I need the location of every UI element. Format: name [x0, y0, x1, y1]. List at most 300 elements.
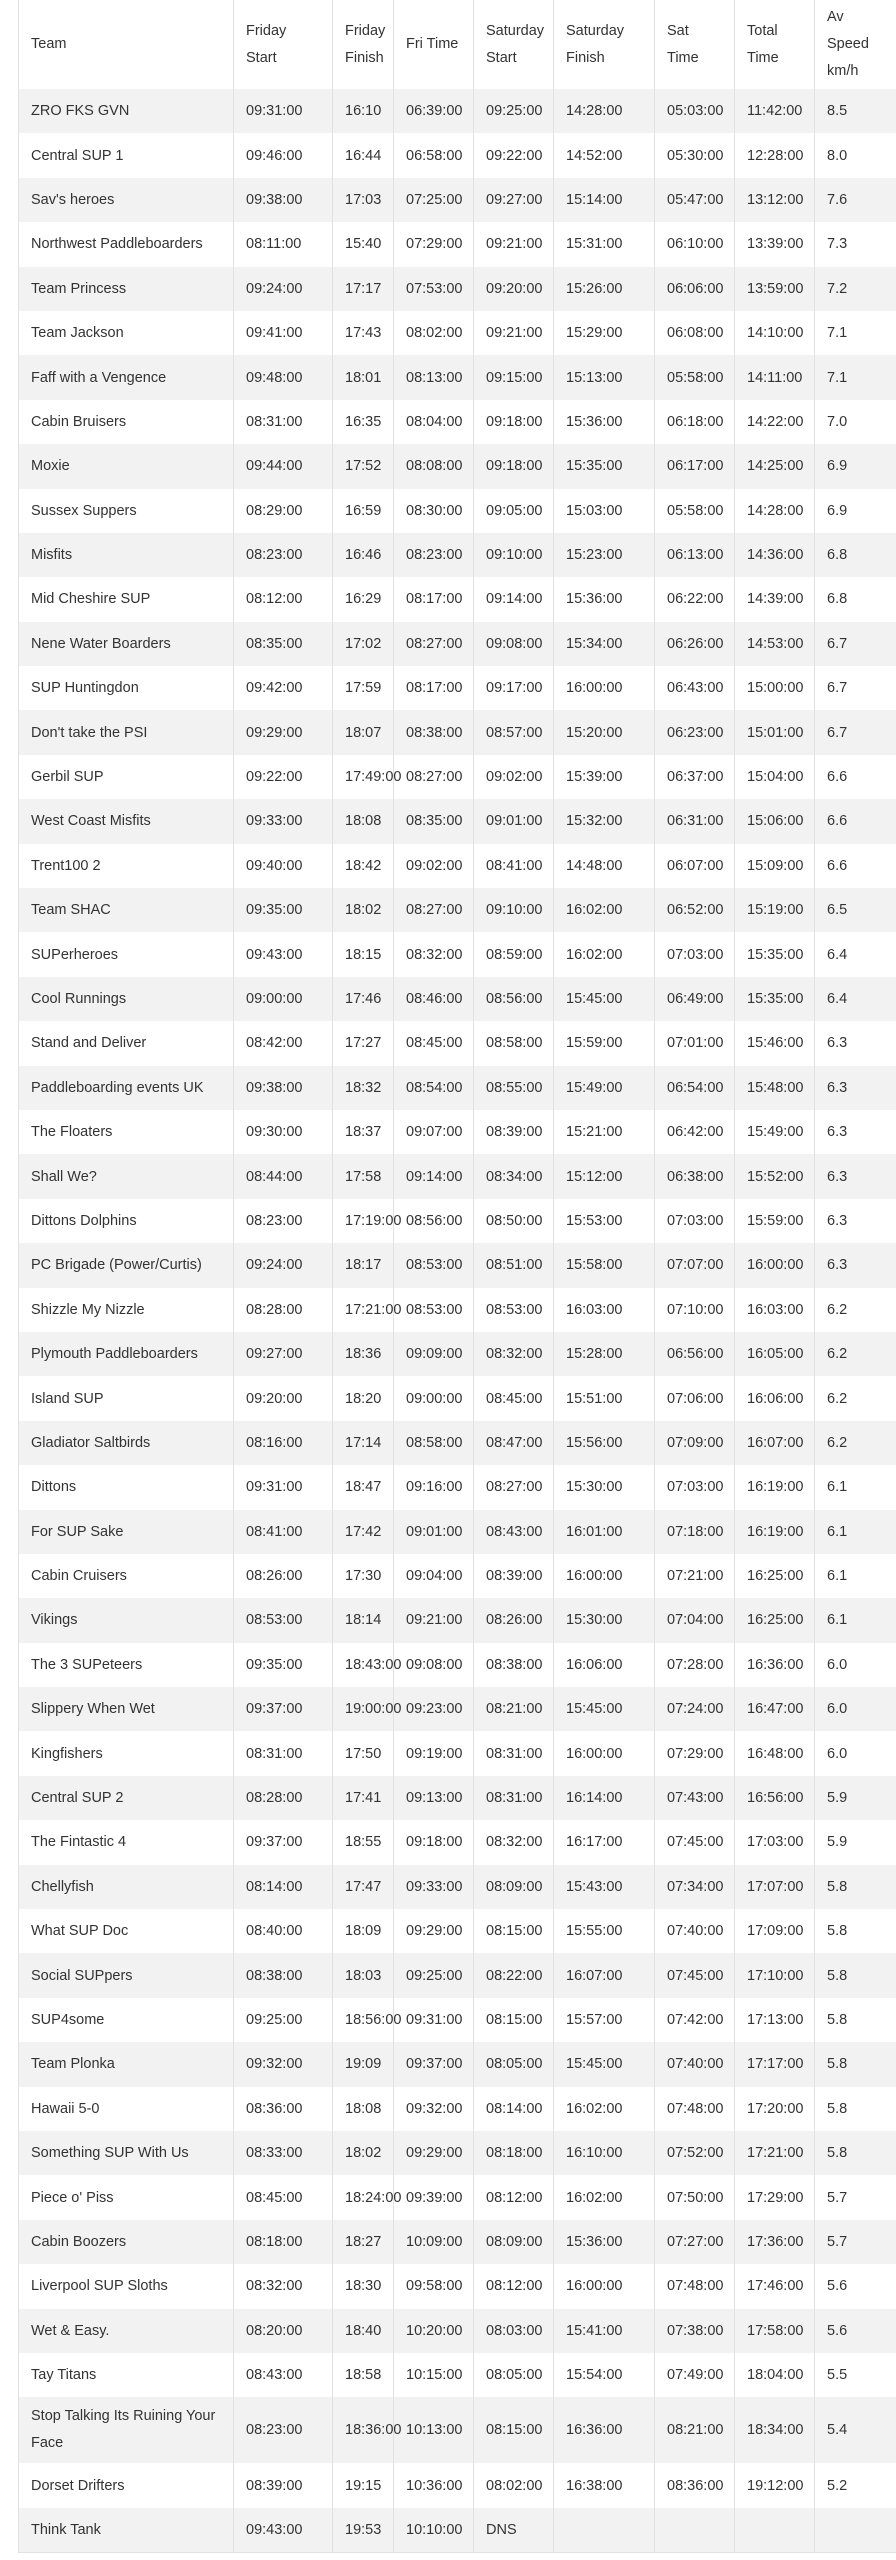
cell-saturday-finish: 16:01:00	[554, 1510, 655, 1554]
cell-friday-finish: 17:52	[333, 444, 394, 488]
cell-sat-time: 06:37:00	[655, 755, 735, 799]
cell-av-speed: 6.7	[815, 622, 896, 666]
cell-fri-time: 10:15:00	[394, 2353, 474, 2397]
cell-team: Gerbil SUP	[19, 755, 234, 799]
cell-total-time: 15:48:00	[735, 1066, 815, 1110]
cell-total-time: 15:01:00	[735, 710, 815, 754]
cell-saturday-start: 08:57:00	[474, 710, 554, 754]
cell-friday-finish: 17:49:00	[333, 755, 394, 799]
cell-total-time: 16:03:00	[735, 1288, 815, 1332]
cell-total-time: 14:36:00	[735, 533, 815, 577]
cell-team: The Fintastic 4	[19, 1820, 234, 1864]
cell-friday-finish: 17:30	[333, 1554, 394, 1598]
cell-fri-time: 08:04:00	[394, 400, 474, 444]
cell-friday-finish: 18:36	[333, 1332, 394, 1376]
cell-friday-finish: 19:00:00	[333, 1687, 394, 1731]
cell-fri-time: 08:17:00	[394, 666, 474, 710]
cell-friday-start: 08:23:00	[234, 533, 333, 577]
cell-team: Kingfishers	[19, 1731, 234, 1775]
cell-saturday-start: 08:22:00	[474, 1953, 554, 1997]
cell-team: Sav's heroes	[19, 178, 234, 222]
cell-total-time: 16:19:00	[735, 1510, 815, 1554]
cell-saturday-start: 09:17:00	[474, 666, 554, 710]
cell-sat-time: 07:03:00	[655, 1465, 735, 1509]
cell-av-speed: 6.7	[815, 666, 896, 710]
cell-saturday-finish: 16:00:00	[554, 1731, 655, 1775]
cell-total-time: 15:35:00	[735, 977, 815, 1021]
cell-friday-finish: 18:17	[333, 1243, 394, 1287]
cell-saturday-start: 08:51:00	[474, 1243, 554, 1287]
table-row	[19, 577, 896, 621]
cell-team: Shizzle My Nizzle	[19, 1288, 234, 1332]
cell-saturday-start: 08:41:00	[474, 844, 554, 888]
cell-friday-start: 08:23:00	[234, 2397, 333, 2463]
cell-friday-start: 08:43:00	[234, 2353, 333, 2397]
table-row	[19, 1598, 896, 1642]
cell-sat-time: 06:49:00	[655, 977, 735, 1021]
table-row	[19, 2463, 896, 2507]
cell-total-time: 16:05:00	[735, 1332, 815, 1376]
cell-friday-start: 08:28:00	[234, 1288, 333, 1332]
cell-team: Don't take the PSI	[19, 710, 234, 754]
table-row	[19, 1953, 896, 1997]
cell-av-speed: 6.3	[815, 1199, 896, 1243]
cell-sat-time: 07:45:00	[655, 1953, 735, 1997]
cell-team: Faff with a Vengence	[19, 355, 234, 399]
cell-team: Plymouth Paddleboarders	[19, 1332, 234, 1376]
cell-saturday-start: 08:32:00	[474, 1332, 554, 1376]
cell-sat-time: 06:43:00	[655, 666, 735, 710]
cell-saturday-start: 09:21:00	[474, 311, 554, 355]
cell-total-time: 13:39:00	[735, 222, 815, 266]
cell-team: Vikings	[19, 1598, 234, 1642]
cell-av-speed: 5.2	[815, 2463, 896, 2507]
cell-sat-time: 07:09:00	[655, 1421, 735, 1465]
cell-friday-start: 08:53:00	[234, 1598, 333, 1642]
table-row	[19, 1110, 896, 1154]
cell-fri-time: 09:18:00	[394, 1820, 474, 1864]
cell-team: Stand and Deliver	[19, 1021, 234, 1065]
cell-saturday-finish: 15:58:00	[554, 1243, 655, 1287]
cell-av-speed: 6.3	[815, 1021, 896, 1065]
cell-saturday-finish: 16:02:00	[554, 2175, 655, 2219]
cell-team: SUPerheroes	[19, 932, 234, 976]
table-row	[19, 710, 896, 754]
cell-sat-time: 08:21:00	[655, 2397, 735, 2463]
cell-saturday-start: 08:05:00	[474, 2042, 554, 2086]
cell-saturday-finish: 16:36:00	[554, 2397, 655, 2463]
cell-saturday-finish: 15:45:00	[554, 2042, 655, 2086]
table-row	[19, 2264, 896, 2308]
cell-friday-finish: 16:29	[333, 577, 394, 621]
cell-total-time: 16:36:00	[735, 1643, 815, 1687]
cell-total-time: 14:28:00	[735, 489, 815, 533]
cell-team: Dittons	[19, 1465, 234, 1509]
cell-saturday-finish: 16:02:00	[554, 888, 655, 932]
table-row	[19, 2353, 896, 2397]
cell-saturday-finish: 15:45:00	[554, 977, 655, 1021]
cell-total-time: 14:53:00	[735, 622, 815, 666]
cell-friday-finish: 18:08	[333, 799, 394, 843]
cell-team: Trent100 2	[19, 844, 234, 888]
cell-av-speed: 7.2	[815, 267, 896, 311]
cell-friday-finish: 17:14	[333, 1421, 394, 1465]
cell-total-time: 17:29:00	[735, 2175, 815, 2219]
cell-fri-time: 07:25:00	[394, 178, 474, 222]
table-row	[19, 1421, 896, 1465]
cell-saturday-start: 08:39:00	[474, 1554, 554, 1598]
table-row	[19, 89, 896, 133]
cell-team: Moxie	[19, 444, 234, 488]
cell-friday-finish: 18:08	[333, 2087, 394, 2131]
cell-saturday-start: 09:27:00	[474, 178, 554, 222]
cell-total-time: 14:11:00	[735, 355, 815, 399]
cell-friday-start: 08:26:00	[234, 1554, 333, 1598]
cell-saturday-start: 09:10:00	[474, 888, 554, 932]
cell-av-speed: 5.5	[815, 2353, 896, 2397]
cell-saturday-finish: 15:53:00	[554, 1199, 655, 1243]
cell-av-speed: 6.1	[815, 1598, 896, 1642]
cell-friday-finish: 18:56:00	[333, 1998, 394, 2042]
cell-total-time: 16:25:00	[735, 1554, 815, 1598]
cell-total-time: 15:35:00	[735, 932, 815, 976]
cell-friday-finish: 18:37	[333, 1110, 394, 1154]
cell-saturday-start: 08:02:00	[474, 2463, 554, 2507]
cell-friday-start: 08:11:00	[234, 222, 333, 266]
header-saturday-finish: Saturday Finish	[554, 0, 655, 89]
cell-av-speed: 5.7	[815, 2175, 896, 2219]
cell-team: Liverpool SUP Sloths	[19, 2264, 234, 2308]
cell-fri-time: 09:04:00	[394, 1554, 474, 1598]
cell-total-time: 13:12:00	[735, 178, 815, 222]
cell-saturday-finish: 16:07:00	[554, 1953, 655, 1997]
cell-total-time: 15:59:00	[735, 1199, 815, 1243]
table-row	[19, 355, 896, 399]
cell-fri-time: 08:56:00	[394, 1199, 474, 1243]
cell-team: Dorset Drifters	[19, 2463, 234, 2507]
cell-friday-finish: 18:09	[333, 1909, 394, 1953]
cell-friday-start: 09:31:00	[234, 1465, 333, 1509]
cell-av-speed: 6.0	[815, 1731, 896, 1775]
cell-saturday-finish: 15:32:00	[554, 799, 655, 843]
cell-sat-time: 07:07:00	[655, 1243, 735, 1287]
cell-team: What SUP Doc	[19, 1909, 234, 1953]
cell-team: For SUP Sake	[19, 1510, 234, 1554]
table-row	[19, 1865, 896, 1909]
cell-team: The 3 SUPeteers	[19, 1643, 234, 1687]
cell-friday-start: 08:28:00	[234, 1776, 333, 1820]
header-friday-start: Friday Start	[234, 0, 333, 89]
cell-saturday-start: 08:59:00	[474, 932, 554, 976]
cell-friday-start: 08:16:00	[234, 1421, 333, 1465]
table-row	[19, 2131, 896, 2175]
cell-av-speed: 5.7	[815, 2220, 896, 2264]
cell-saturday-finish: 16:10:00	[554, 2131, 655, 2175]
cell-fri-time: 08:13:00	[394, 355, 474, 399]
cell-sat-time: 06:07:00	[655, 844, 735, 888]
cell-saturday-finish: 16:02:00	[554, 932, 655, 976]
cell-friday-start: 08:36:00	[234, 2087, 333, 2131]
cell-team: Gladiator Saltbirds	[19, 1421, 234, 1465]
cell-team: Cabin Bruisers	[19, 400, 234, 444]
table-row	[19, 267, 896, 311]
cell-total-time: 17:07:00	[735, 1865, 815, 1909]
cell-fri-time: 08:35:00	[394, 799, 474, 843]
cell-friday-finish: 18:07	[333, 710, 394, 754]
cell-total-time: 14:25:00	[735, 444, 815, 488]
cell-fri-time: 07:53:00	[394, 267, 474, 311]
cell-total-time: 16:00:00	[735, 1243, 815, 1287]
cell-av-speed: 6.3	[815, 1066, 896, 1110]
cell-friday-finish: 17:19:00	[333, 1199, 394, 1243]
cell-friday-finish: 17:21:00	[333, 1288, 394, 1332]
cell-sat-time	[655, 2508, 735, 2553]
table-row	[19, 133, 896, 177]
table-row	[19, 977, 896, 1021]
cell-friday-start: 09:42:00	[234, 666, 333, 710]
cell-av-speed: 6.6	[815, 799, 896, 843]
table-row	[19, 1332, 896, 1376]
cell-av-speed: 5.9	[815, 1820, 896, 1864]
cell-saturday-start: 08:14:00	[474, 2087, 554, 2131]
cell-av-speed: 7.3	[815, 222, 896, 266]
cell-saturday-finish: 16:38:00	[554, 2463, 655, 2507]
cell-fri-time: 08:30:00	[394, 489, 474, 533]
cell-saturday-start: 09:25:00	[474, 89, 554, 133]
cell-sat-time: 07:04:00	[655, 1598, 735, 1642]
cell-av-speed: 8.5	[815, 89, 896, 133]
cell-fri-time: 10:10:00	[394, 2508, 474, 2553]
cell-friday-start: 08:18:00	[234, 2220, 333, 2264]
cell-av-speed: 6.4	[815, 977, 896, 1021]
cell-friday-start: 08:32:00	[234, 2264, 333, 2308]
cell-fri-time: 09:16:00	[394, 1465, 474, 1509]
cell-sat-time: 07:40:00	[655, 2042, 735, 2086]
cell-saturday-start: 08:05:00	[474, 2353, 554, 2397]
table-row	[19, 2220, 896, 2264]
results-table-container	[18, 0, 896, 2553]
cell-sat-time: 06:23:00	[655, 710, 735, 754]
cell-sat-time: 07:50:00	[655, 2175, 735, 2219]
cell-saturday-finish: 15:49:00	[554, 1066, 655, 1110]
cell-saturday-finish: 15:56:00	[554, 1421, 655, 1465]
cell-saturday-finish: 15:31:00	[554, 222, 655, 266]
cell-saturday-start: 08:15:00	[474, 1998, 554, 2042]
cell-total-time: 18:34:00	[735, 2397, 815, 2463]
cell-saturday-start: 08:12:00	[474, 2264, 554, 2308]
cell-fri-time: 09:39:00	[394, 2175, 474, 2219]
table-row	[19, 799, 896, 843]
cell-friday-finish: 17:58	[333, 1154, 394, 1198]
cell-av-speed: 7.6	[815, 178, 896, 222]
cell-fri-time: 08:46:00	[394, 977, 474, 1021]
cell-friday-start: 09:37:00	[234, 1820, 333, 1864]
table-row	[19, 666, 896, 710]
cell-av-speed: 6.2	[815, 1332, 896, 1376]
cell-sat-time: 06:13:00	[655, 533, 735, 577]
cell-friday-finish: 18:47	[333, 1465, 394, 1509]
cell-friday-finish: 16:59	[333, 489, 394, 533]
table-row	[19, 1066, 896, 1110]
cell-team: Island SUP	[19, 1376, 234, 1420]
cell-saturday-finish: 15:59:00	[554, 1021, 655, 1065]
cell-sat-time: 06:54:00	[655, 1066, 735, 1110]
cell-friday-start: 08:41:00	[234, 1510, 333, 1554]
cell-sat-time: 05:58:00	[655, 355, 735, 399]
cell-av-speed: 5.8	[815, 2087, 896, 2131]
cell-av-speed: 6.3	[815, 1154, 896, 1198]
cell-friday-finish: 17:42	[333, 1510, 394, 1554]
cell-total-time: 14:39:00	[735, 577, 815, 621]
cell-av-speed: 7.1	[815, 355, 896, 399]
cell-sat-time: 06:26:00	[655, 622, 735, 666]
cell-fri-time: 08:53:00	[394, 1288, 474, 1332]
table-row	[19, 1998, 896, 2042]
table-row	[19, 2087, 896, 2131]
cell-team: Sussex Suppers	[19, 489, 234, 533]
cell-saturday-start: 08:31:00	[474, 1776, 554, 1820]
cell-sat-time: 05:47:00	[655, 178, 735, 222]
cell-team: Mid Cheshire SUP	[19, 577, 234, 621]
cell-sat-time: 06:06:00	[655, 267, 735, 311]
table-row	[19, 2175, 896, 2219]
cell-av-speed: 5.6	[815, 2264, 896, 2308]
cell-av-speed: 5.6	[815, 2309, 896, 2353]
cell-sat-time: 06:52:00	[655, 888, 735, 932]
cell-friday-finish: 17:03	[333, 178, 394, 222]
cell-saturday-start: 09:18:00	[474, 400, 554, 444]
cell-friday-finish: 18:42	[333, 844, 394, 888]
cell-saturday-start: 09:01:00	[474, 799, 554, 843]
table-row	[19, 622, 896, 666]
cell-fri-time: 08:32:00	[394, 932, 474, 976]
table-row	[19, 1731, 896, 1775]
cell-saturday-finish: 15:54:00	[554, 2353, 655, 2397]
cell-total-time: 17:46:00	[735, 2264, 815, 2308]
cell-sat-time: 07:10:00	[655, 1288, 735, 1332]
cell-friday-finish: 18:15	[333, 932, 394, 976]
table-row	[19, 1376, 896, 1420]
cell-total-time: 15:49:00	[735, 1110, 815, 1154]
cell-friday-finish: 18:32	[333, 1066, 394, 1110]
cell-sat-time: 05:58:00	[655, 489, 735, 533]
cell-friday-finish: 15:40	[333, 222, 394, 266]
cell-friday-finish: 17:17	[333, 267, 394, 311]
cell-friday-start: 08:20:00	[234, 2309, 333, 2353]
cell-sat-time: 07:42:00	[655, 1998, 735, 2042]
cell-friday-finish: 18:01	[333, 355, 394, 399]
cell-saturday-finish: 15:26:00	[554, 267, 655, 311]
cell-av-speed: 6.8	[815, 577, 896, 621]
cell-fri-time: 10:13:00	[394, 2397, 474, 2463]
cell-saturday-start: 09:10:00	[474, 533, 554, 577]
cell-total-time: 15:19:00	[735, 888, 815, 932]
cell-friday-start: 08:31:00	[234, 1731, 333, 1775]
cell-friday-start: 08:40:00	[234, 1909, 333, 1953]
cell-fri-time: 09:09:00	[394, 1332, 474, 1376]
cell-total-time: 16:19:00	[735, 1465, 815, 1509]
cell-sat-time: 06:22:00	[655, 577, 735, 621]
cell-friday-finish: 17:59	[333, 666, 394, 710]
cell-team: Team Jackson	[19, 311, 234, 355]
cell-friday-start: 09:24:00	[234, 267, 333, 311]
cell-sat-time: 06:18:00	[655, 400, 735, 444]
table-row	[19, 1820, 896, 1864]
cell-saturday-finish: 15:29:00	[554, 311, 655, 355]
cell-saturday-finish: 15:14:00	[554, 178, 655, 222]
cell-saturday-finish: 15:28:00	[554, 1332, 655, 1376]
header-sat-time: Sat Time	[655, 0, 735, 89]
table-row	[19, 755, 896, 799]
cell-fri-time: 09:02:00	[394, 844, 474, 888]
table-row	[19, 2397, 896, 2463]
cell-saturday-start: 09:15:00	[474, 355, 554, 399]
cell-saturday-start: 08:39:00	[474, 1110, 554, 1154]
header-av-speed: Av Speed km/h	[815, 0, 896, 89]
cell-fri-time: 09:33:00	[394, 1865, 474, 1909]
cell-team: Central SUP 2	[19, 1776, 234, 1820]
cell-saturday-finish: 15:30:00	[554, 1465, 655, 1509]
cell-saturday-finish: 16:14:00	[554, 1776, 655, 1820]
cell-saturday-finish: 16:00:00	[554, 1554, 655, 1598]
cell-total-time: 15:04:00	[735, 755, 815, 799]
cell-total-time: 17:09:00	[735, 1909, 815, 1953]
cell-saturday-start: 08:26:00	[474, 1598, 554, 1642]
cell-total-time: 15:46:00	[735, 1021, 815, 1065]
table-row	[19, 444, 896, 488]
cell-saturday-start: 08:55:00	[474, 1066, 554, 1110]
cell-total-time: 17:21:00	[735, 2131, 815, 2175]
cell-friday-finish: 18:03	[333, 1953, 394, 1997]
cell-friday-finish: 19:15	[333, 2463, 394, 2507]
cell-friday-start: 09:35:00	[234, 888, 333, 932]
cell-sat-time: 07:03:00	[655, 932, 735, 976]
cell-friday-start: 09:00:00	[234, 977, 333, 1021]
cell-fri-time: 06:58:00	[394, 133, 474, 177]
cell-friday-start: 08:29:00	[234, 489, 333, 533]
cell-saturday-finish: 15:13:00	[554, 355, 655, 399]
cell-fri-time: 09:32:00	[394, 2087, 474, 2131]
cell-total-time: 16:56:00	[735, 1776, 815, 1820]
cell-fri-time: 08:45:00	[394, 1021, 474, 1065]
cell-fri-time: 08:54:00	[394, 1066, 474, 1110]
cell-team: Team Princess	[19, 267, 234, 311]
cell-fri-time: 09:00:00	[394, 1376, 474, 1420]
cell-saturday-start: 09:18:00	[474, 444, 554, 488]
cell-friday-finish: 18:27	[333, 2220, 394, 2264]
cell-av-speed: 6.9	[815, 489, 896, 533]
cell-saturday-finish: 15:41:00	[554, 2309, 655, 2353]
table-row	[19, 1776, 896, 1820]
cell-team: Team Plonka	[19, 2042, 234, 2086]
cell-saturday-finish: 15:45:00	[554, 1687, 655, 1731]
cell-saturday-finish: 16:00:00	[554, 666, 655, 710]
cell-fri-time: 08:08:00	[394, 444, 474, 488]
cell-sat-time: 07:45:00	[655, 1820, 735, 1864]
cell-sat-time: 06:08:00	[655, 311, 735, 355]
cell-saturday-finish: 15:21:00	[554, 1110, 655, 1154]
cell-saturday-finish: 16:17:00	[554, 1820, 655, 1864]
cell-fri-time: 09:37:00	[394, 2042, 474, 2086]
cell-av-speed: 6.1	[815, 1465, 896, 1509]
cell-av-speed: 6.5	[815, 888, 896, 932]
cell-friday-finish: 19:09	[333, 2042, 394, 2086]
cell-friday-start: 09:41:00	[234, 311, 333, 355]
cell-friday-start: 09:25:00	[234, 1998, 333, 2042]
cell-fri-time: 10:20:00	[394, 2309, 474, 2353]
cell-av-speed: 5.9	[815, 1776, 896, 1820]
cell-saturday-finish: 15:36:00	[554, 400, 655, 444]
